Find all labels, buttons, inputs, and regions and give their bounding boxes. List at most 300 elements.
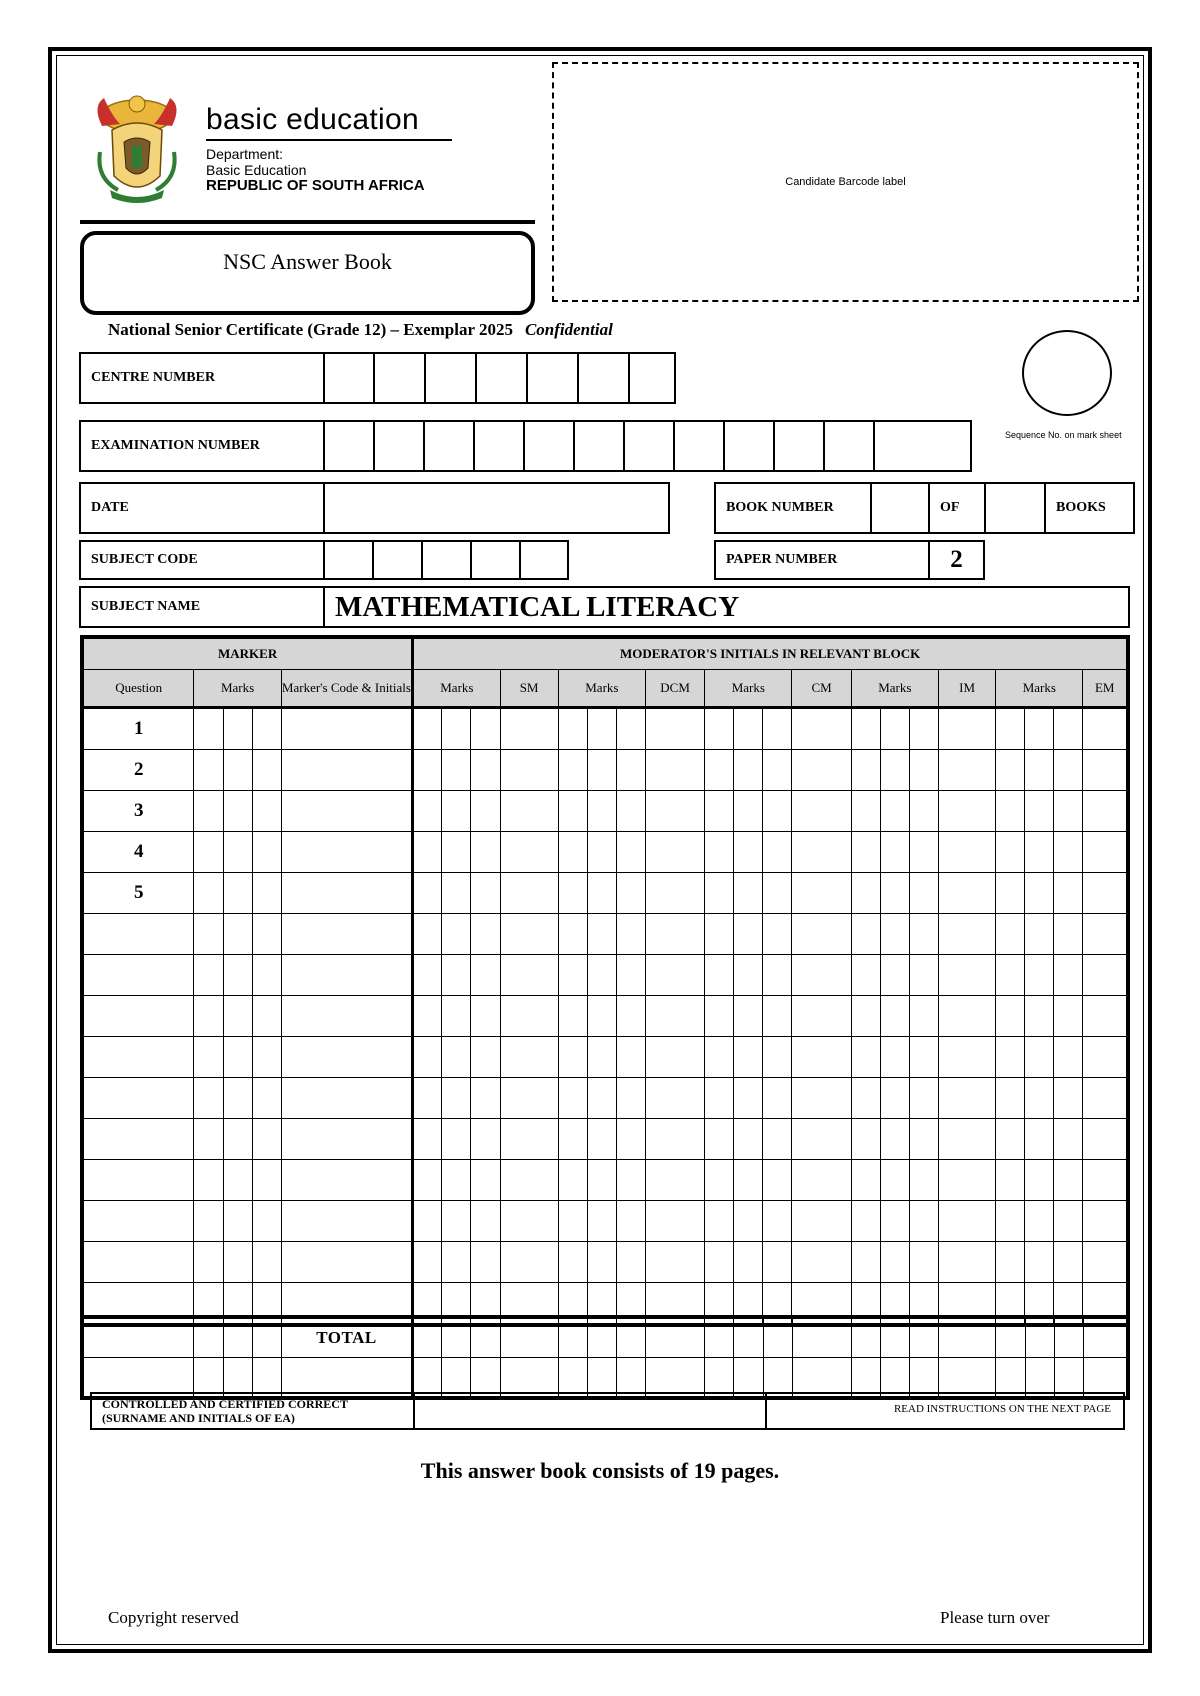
mark-cell[interactable] bbox=[909, 873, 938, 914]
total-cell[interactable] bbox=[617, 1358, 646, 1397]
total-cell[interactable] bbox=[792, 1319, 851, 1358]
mark-cell[interactable] bbox=[500, 791, 558, 832]
mark-cell[interactable] bbox=[909, 1078, 938, 1119]
mark-cell[interactable] bbox=[909, 1201, 938, 1242]
mark-cell[interactable] bbox=[223, 1201, 252, 1242]
mark-cell[interactable] bbox=[442, 750, 471, 791]
total-cell[interactable] bbox=[851, 1319, 880, 1358]
mark-cell[interactable] bbox=[413, 955, 442, 996]
mark-cell[interactable] bbox=[645, 955, 704, 996]
mark-cell[interactable] bbox=[880, 750, 909, 791]
mark-cell[interactable] bbox=[252, 873, 281, 914]
mark-cell[interactable] bbox=[763, 914, 792, 955]
mark-cell[interactable] bbox=[587, 873, 616, 914]
total-cell[interactable] bbox=[1025, 1319, 1054, 1358]
mark-cell[interactable] bbox=[938, 832, 995, 873]
mark-cell[interactable] bbox=[1083, 996, 1127, 1037]
mark-cell[interactable] bbox=[500, 1201, 558, 1242]
mark-cell[interactable] bbox=[851, 1242, 880, 1283]
mark-cell[interactable] bbox=[558, 832, 587, 873]
mark-cell[interactable] bbox=[996, 750, 1025, 791]
subject-code-box[interactable] bbox=[325, 542, 374, 578]
mark-cell[interactable] bbox=[413, 1201, 442, 1242]
mark-cell[interactable] bbox=[252, 1078, 281, 1119]
mark-cell[interactable] bbox=[252, 1119, 281, 1160]
mark-cell[interactable] bbox=[252, 791, 281, 832]
mark-cell[interactable] bbox=[996, 708, 1025, 750]
mark-cell[interactable] bbox=[413, 873, 442, 914]
total-cell[interactable] bbox=[471, 1319, 500, 1358]
mark-cell[interactable] bbox=[558, 1037, 587, 1078]
mark-cell[interactable] bbox=[880, 955, 909, 996]
total-cell[interactable] bbox=[910, 1319, 939, 1358]
mark-cell[interactable] bbox=[587, 832, 616, 873]
mark-cell[interactable] bbox=[500, 1037, 558, 1078]
total-cell[interactable] bbox=[500, 1358, 558, 1397]
mark-cell[interactable] bbox=[763, 1119, 792, 1160]
mark-cell[interactable] bbox=[587, 750, 616, 791]
mark-cell[interactable] bbox=[252, 750, 281, 791]
mark-cell[interactable] bbox=[851, 1037, 880, 1078]
total-cell[interactable] bbox=[558, 1319, 587, 1358]
books-count-box[interactable] bbox=[986, 484, 1046, 532]
mark-cell[interactable] bbox=[587, 791, 616, 832]
total-cell[interactable] bbox=[617, 1319, 646, 1358]
mark-cell[interactable] bbox=[1054, 996, 1083, 1037]
mark-cell[interactable] bbox=[442, 1037, 471, 1078]
mark-cell[interactable] bbox=[194, 955, 223, 996]
mark-cell[interactable] bbox=[616, 791, 645, 832]
total-cell[interactable] bbox=[281, 1358, 413, 1397]
mark-cell[interactable] bbox=[558, 955, 587, 996]
mark-cell[interactable] bbox=[705, 1078, 734, 1119]
mark-cell[interactable] bbox=[851, 750, 880, 791]
mark-cell[interactable] bbox=[645, 750, 704, 791]
mark-cell[interactable] bbox=[996, 1078, 1025, 1119]
mark-cell[interactable] bbox=[442, 1119, 471, 1160]
mark-cell[interactable] bbox=[734, 1037, 763, 1078]
mark-cell[interactable] bbox=[705, 1160, 734, 1201]
mark-cell[interactable] bbox=[996, 914, 1025, 955]
mark-cell[interactable] bbox=[705, 996, 734, 1037]
subject-code-box[interactable] bbox=[374, 542, 423, 578]
mark-cell[interactable] bbox=[616, 750, 645, 791]
mark-cell[interactable] bbox=[413, 791, 442, 832]
ea-initials-field[interactable] bbox=[415, 1394, 767, 1428]
mark-cell[interactable] bbox=[763, 750, 792, 791]
mark-cell[interactable] bbox=[194, 1119, 223, 1160]
mark-cell[interactable] bbox=[996, 791, 1025, 832]
total-cell[interactable] bbox=[194, 1319, 223, 1358]
book-number-box[interactable] bbox=[872, 484, 930, 532]
mark-cell[interactable] bbox=[1025, 1242, 1054, 1283]
mark-cell[interactable] bbox=[587, 1078, 616, 1119]
mark-cell[interactable] bbox=[223, 955, 252, 996]
mark-cell[interactable] bbox=[880, 873, 909, 914]
mark-cell[interactable] bbox=[223, 1037, 252, 1078]
mark-cell[interactable] bbox=[705, 1201, 734, 1242]
mark-cell[interactable] bbox=[792, 791, 851, 832]
mark-cell[interactable] bbox=[223, 832, 252, 873]
mark-cell[interactable] bbox=[1083, 1160, 1127, 1201]
mark-cell[interactable] bbox=[1083, 1119, 1127, 1160]
mark-cell[interactable] bbox=[413, 708, 442, 750]
mark-cell[interactable] bbox=[194, 873, 223, 914]
mark-cell[interactable] bbox=[442, 996, 471, 1037]
mark-cell[interactable] bbox=[792, 914, 851, 955]
mark-cell[interactable] bbox=[792, 1201, 851, 1242]
mark-cell[interactable] bbox=[223, 873, 252, 914]
total-cell[interactable] bbox=[500, 1319, 558, 1358]
total-cell[interactable] bbox=[1054, 1358, 1083, 1397]
mark-cell[interactable] bbox=[880, 996, 909, 1037]
mark-cell[interactable] bbox=[194, 1160, 223, 1201]
mark-cell[interactable] bbox=[587, 1119, 616, 1160]
mark-cell[interactable] bbox=[223, 1160, 252, 1201]
mark-cell[interactable] bbox=[194, 1242, 223, 1283]
mark-cell[interactable] bbox=[734, 914, 763, 955]
mark-cell[interactable] bbox=[938, 750, 995, 791]
mark-cell[interactable] bbox=[734, 996, 763, 1037]
mark-cell[interactable] bbox=[1083, 1201, 1127, 1242]
total-cell[interactable] bbox=[587, 1319, 616, 1358]
mark-cell[interactable] bbox=[194, 1037, 223, 1078]
mark-cell[interactable] bbox=[442, 791, 471, 832]
mark-cell[interactable] bbox=[413, 1119, 442, 1160]
mark-cell[interactable] bbox=[558, 1119, 587, 1160]
mark-cell[interactable] bbox=[471, 750, 500, 791]
mark-cell[interactable] bbox=[194, 996, 223, 1037]
total-cell[interactable] bbox=[734, 1358, 763, 1397]
mark-cell[interactable] bbox=[616, 873, 645, 914]
markers-code-cell[interactable] bbox=[281, 1160, 413, 1201]
mark-cell[interactable] bbox=[851, 1201, 880, 1242]
markers-code-cell[interactable] bbox=[281, 873, 413, 914]
exam-number-box[interactable] bbox=[875, 422, 970, 470]
mark-cell[interactable] bbox=[1083, 791, 1127, 832]
mark-cell[interactable] bbox=[792, 873, 851, 914]
mark-cell[interactable] bbox=[471, 955, 500, 996]
mark-cell[interactable] bbox=[880, 1201, 909, 1242]
mark-cell[interactable] bbox=[792, 708, 851, 750]
mark-cell[interactable] bbox=[1054, 1242, 1083, 1283]
mark-cell[interactable] bbox=[194, 791, 223, 832]
mark-cell[interactable] bbox=[223, 996, 252, 1037]
mark-cell[interactable] bbox=[194, 708, 223, 750]
mark-cell[interactable] bbox=[1083, 914, 1127, 955]
mark-cell[interactable] bbox=[792, 1119, 851, 1160]
centre-number-box[interactable] bbox=[579, 354, 630, 402]
markers-code-cell[interactable] bbox=[281, 1078, 413, 1119]
mark-cell[interactable] bbox=[705, 873, 734, 914]
exam-number-box[interactable] bbox=[575, 422, 625, 470]
mark-cell[interactable] bbox=[851, 1160, 880, 1201]
total-cell[interactable] bbox=[252, 1358, 281, 1397]
centre-number-box[interactable] bbox=[325, 354, 375, 402]
mark-cell[interactable] bbox=[223, 914, 252, 955]
mark-cell[interactable] bbox=[1083, 873, 1127, 914]
mark-cell[interactable] bbox=[616, 1242, 645, 1283]
mark-cell[interactable] bbox=[252, 832, 281, 873]
mark-cell[interactable] bbox=[705, 832, 734, 873]
mark-cell[interactable] bbox=[471, 1242, 500, 1283]
mark-cell[interactable] bbox=[471, 1078, 500, 1119]
markers-code-cell[interactable] bbox=[281, 1037, 413, 1078]
mark-cell[interactable] bbox=[734, 750, 763, 791]
mark-cell[interactable] bbox=[616, 955, 645, 996]
total-cell[interactable] bbox=[413, 1358, 442, 1397]
mark-cell[interactable] bbox=[194, 914, 223, 955]
mark-cell[interactable] bbox=[996, 1160, 1025, 1201]
mark-cell[interactable] bbox=[996, 1201, 1025, 1242]
mark-cell[interactable] bbox=[252, 996, 281, 1037]
mark-cell[interactable] bbox=[558, 873, 587, 914]
mark-cell[interactable] bbox=[442, 955, 471, 996]
exam-number-box[interactable] bbox=[825, 422, 875, 470]
mark-cell[interactable] bbox=[851, 873, 880, 914]
centre-number-box[interactable] bbox=[375, 354, 426, 402]
mark-cell[interactable] bbox=[558, 791, 587, 832]
mark-cell[interactable] bbox=[413, 1160, 442, 1201]
mark-cell[interactable] bbox=[194, 1078, 223, 1119]
mark-cell[interactable] bbox=[1025, 1078, 1054, 1119]
mark-cell[interactable] bbox=[705, 791, 734, 832]
mark-cell[interactable] bbox=[1054, 1201, 1083, 1242]
mark-cell[interactable] bbox=[880, 1037, 909, 1078]
mark-cell[interactable] bbox=[558, 914, 587, 955]
total-cell[interactable] bbox=[223, 1319, 252, 1358]
exam-number-box[interactable] bbox=[375, 422, 425, 470]
mark-cell[interactable] bbox=[558, 750, 587, 791]
mark-cell[interactable] bbox=[763, 873, 792, 914]
mark-cell[interactable] bbox=[442, 1078, 471, 1119]
mark-cell[interactable] bbox=[851, 832, 880, 873]
markers-code-cell[interactable] bbox=[281, 708, 413, 750]
mark-cell[interactable] bbox=[442, 1201, 471, 1242]
mark-cell[interactable] bbox=[1025, 750, 1054, 791]
mark-cell[interactable] bbox=[442, 873, 471, 914]
total-cell[interactable] bbox=[705, 1319, 734, 1358]
date-field[interactable] bbox=[325, 484, 668, 532]
mark-cell[interactable] bbox=[616, 832, 645, 873]
mark-cell[interactable] bbox=[880, 1242, 909, 1283]
mark-cell[interactable] bbox=[442, 708, 471, 750]
mark-cell[interactable] bbox=[471, 1119, 500, 1160]
mark-cell[interactable] bbox=[645, 1119, 704, 1160]
mark-cell[interactable] bbox=[194, 832, 223, 873]
mark-cell[interactable] bbox=[587, 996, 616, 1037]
mark-cell[interactable] bbox=[734, 1201, 763, 1242]
mark-cell[interactable] bbox=[252, 1242, 281, 1283]
mark-cell[interactable] bbox=[587, 1037, 616, 1078]
mark-cell[interactable] bbox=[1025, 832, 1054, 873]
centre-number-box[interactable] bbox=[426, 354, 477, 402]
exam-number-box[interactable] bbox=[675, 422, 725, 470]
total-cell[interactable] bbox=[646, 1319, 705, 1358]
mark-cell[interactable] bbox=[763, 996, 792, 1037]
exam-number-box[interactable] bbox=[425, 422, 475, 470]
mark-cell[interactable] bbox=[734, 1119, 763, 1160]
mark-cell[interactable] bbox=[471, 1160, 500, 1201]
total-cell[interactable] bbox=[558, 1358, 587, 1397]
mark-cell[interactable] bbox=[792, 1037, 851, 1078]
mark-cell[interactable] bbox=[645, 791, 704, 832]
mark-cell[interactable] bbox=[616, 1037, 645, 1078]
mark-cell[interactable] bbox=[763, 1160, 792, 1201]
mark-cell[interactable] bbox=[792, 1078, 851, 1119]
mark-cell[interactable] bbox=[413, 914, 442, 955]
mark-cell[interactable] bbox=[909, 914, 938, 955]
mark-cell[interactable] bbox=[223, 791, 252, 832]
mark-cell[interactable] bbox=[1025, 996, 1054, 1037]
mark-cell[interactable] bbox=[413, 750, 442, 791]
mark-cell[interactable] bbox=[645, 1078, 704, 1119]
markers-code-cell[interactable] bbox=[281, 1119, 413, 1160]
mark-cell[interactable] bbox=[1025, 791, 1054, 832]
mark-cell[interactable] bbox=[1083, 1242, 1127, 1283]
sequence-circle[interactable] bbox=[1022, 330, 1112, 416]
mark-cell[interactable] bbox=[558, 1160, 587, 1201]
mark-cell[interactable] bbox=[616, 1201, 645, 1242]
mark-cell[interactable] bbox=[763, 955, 792, 996]
mark-cell[interactable] bbox=[471, 1201, 500, 1242]
mark-cell[interactable] bbox=[1054, 1160, 1083, 1201]
mark-cell[interactable] bbox=[763, 791, 792, 832]
total-cell[interactable] bbox=[252, 1319, 281, 1358]
total-cell[interactable] bbox=[939, 1358, 996, 1397]
total-cell[interactable] bbox=[587, 1358, 616, 1397]
mark-cell[interactable] bbox=[223, 708, 252, 750]
mark-cell[interactable] bbox=[616, 996, 645, 1037]
mark-cell[interactable] bbox=[938, 791, 995, 832]
mark-cell[interactable] bbox=[1025, 955, 1054, 996]
mark-cell[interactable] bbox=[705, 1242, 734, 1283]
mark-cell[interactable] bbox=[442, 832, 471, 873]
mark-cell[interactable] bbox=[587, 1160, 616, 1201]
total-cell[interactable] bbox=[1083, 1319, 1126, 1358]
subject-name-value[interactable]: MATHEMATICAL LITERACY bbox=[335, 590, 740, 623]
mark-cell[interactable] bbox=[996, 1242, 1025, 1283]
total-cell[interactable] bbox=[763, 1319, 792, 1358]
mark-cell[interactable] bbox=[1054, 1037, 1083, 1078]
mark-cell[interactable] bbox=[1054, 914, 1083, 955]
mark-cell[interactable] bbox=[880, 708, 909, 750]
mark-cell[interactable] bbox=[500, 1160, 558, 1201]
mark-cell[interactable] bbox=[500, 832, 558, 873]
mark-cell[interactable] bbox=[851, 996, 880, 1037]
total-cell[interactable] bbox=[194, 1358, 223, 1397]
total-cell[interactable] bbox=[910, 1358, 939, 1397]
markers-code-cell[interactable] bbox=[281, 914, 413, 955]
mark-cell[interactable] bbox=[938, 1160, 995, 1201]
mark-cell[interactable] bbox=[1054, 791, 1083, 832]
mark-cell[interactable] bbox=[938, 708, 995, 750]
mark-cell[interactable] bbox=[442, 1160, 471, 1201]
mark-cell[interactable] bbox=[616, 1160, 645, 1201]
mark-cell[interactable] bbox=[558, 708, 587, 750]
mark-cell[interactable] bbox=[938, 996, 995, 1037]
mark-cell[interactable] bbox=[500, 996, 558, 1037]
mark-cell[interactable] bbox=[938, 1119, 995, 1160]
mark-cell[interactable] bbox=[223, 1119, 252, 1160]
mark-cell[interactable] bbox=[645, 1242, 704, 1283]
total-cell[interactable] bbox=[1054, 1319, 1083, 1358]
mark-cell[interactable] bbox=[851, 791, 880, 832]
mark-cell[interactable] bbox=[500, 1242, 558, 1283]
mark-cell[interactable] bbox=[909, 1037, 938, 1078]
mark-cell[interactable] bbox=[880, 914, 909, 955]
mark-cell[interactable] bbox=[734, 1160, 763, 1201]
mark-cell[interactable] bbox=[880, 1160, 909, 1201]
mark-cell[interactable] bbox=[616, 1078, 645, 1119]
total-cell[interactable] bbox=[471, 1358, 500, 1397]
mark-cell[interactable] bbox=[471, 996, 500, 1037]
mark-cell[interactable] bbox=[792, 832, 851, 873]
exam-number-box[interactable] bbox=[525, 422, 575, 470]
mark-cell[interactable] bbox=[851, 955, 880, 996]
mark-cell[interactable] bbox=[909, 955, 938, 996]
mark-cell[interactable] bbox=[763, 832, 792, 873]
exam-number-box[interactable] bbox=[725, 422, 775, 470]
mark-cell[interactable] bbox=[413, 832, 442, 873]
mark-cell[interactable] bbox=[1083, 1037, 1127, 1078]
markers-code-cell[interactable] bbox=[281, 1201, 413, 1242]
mark-cell[interactable] bbox=[851, 1078, 880, 1119]
mark-cell[interactable] bbox=[1025, 1037, 1054, 1078]
mark-cell[interactable] bbox=[500, 914, 558, 955]
mark-cell[interactable] bbox=[645, 873, 704, 914]
mark-cell[interactable] bbox=[1083, 750, 1127, 791]
mark-cell[interactable] bbox=[252, 1201, 281, 1242]
mark-cell[interactable] bbox=[471, 832, 500, 873]
mark-cell[interactable] bbox=[252, 1037, 281, 1078]
markers-code-cell[interactable] bbox=[281, 832, 413, 873]
mark-cell[interactable] bbox=[851, 708, 880, 750]
mark-cell[interactable] bbox=[734, 955, 763, 996]
mark-cell[interactable] bbox=[1025, 1119, 1054, 1160]
paper-number-value[interactable]: 2 bbox=[950, 546, 963, 573]
total-cell[interactable] bbox=[84, 1358, 194, 1397]
mark-cell[interactable] bbox=[616, 1119, 645, 1160]
mark-cell[interactable] bbox=[705, 750, 734, 791]
mark-cell[interactable] bbox=[705, 914, 734, 955]
mark-cell[interactable] bbox=[938, 1242, 995, 1283]
mark-cell[interactable] bbox=[909, 1242, 938, 1283]
mark-cell[interactable] bbox=[938, 1201, 995, 1242]
mark-cell[interactable] bbox=[792, 1160, 851, 1201]
mark-cell[interactable] bbox=[558, 1078, 587, 1119]
mark-cell[interactable] bbox=[194, 1201, 223, 1242]
exam-number-box[interactable] bbox=[775, 422, 825, 470]
total-cell[interactable] bbox=[792, 1358, 851, 1397]
mark-cell[interactable] bbox=[1083, 832, 1127, 873]
mark-cell[interactable] bbox=[938, 1078, 995, 1119]
mark-cell[interactable] bbox=[500, 1119, 558, 1160]
mark-cell[interactable] bbox=[996, 832, 1025, 873]
mark-cell[interactable] bbox=[938, 914, 995, 955]
mark-cell[interactable] bbox=[705, 1037, 734, 1078]
mark-cell[interactable] bbox=[1025, 1160, 1054, 1201]
mark-cell[interactable] bbox=[558, 1201, 587, 1242]
mark-cell[interactable] bbox=[471, 873, 500, 914]
total-cell[interactable] bbox=[939, 1319, 996, 1358]
total-cell[interactable] bbox=[705, 1358, 734, 1397]
mark-cell[interactable] bbox=[705, 1119, 734, 1160]
markers-code-cell[interactable] bbox=[281, 750, 413, 791]
mark-cell[interactable] bbox=[792, 996, 851, 1037]
centre-number-box[interactable] bbox=[477, 354, 528, 402]
mark-cell[interactable] bbox=[223, 750, 252, 791]
